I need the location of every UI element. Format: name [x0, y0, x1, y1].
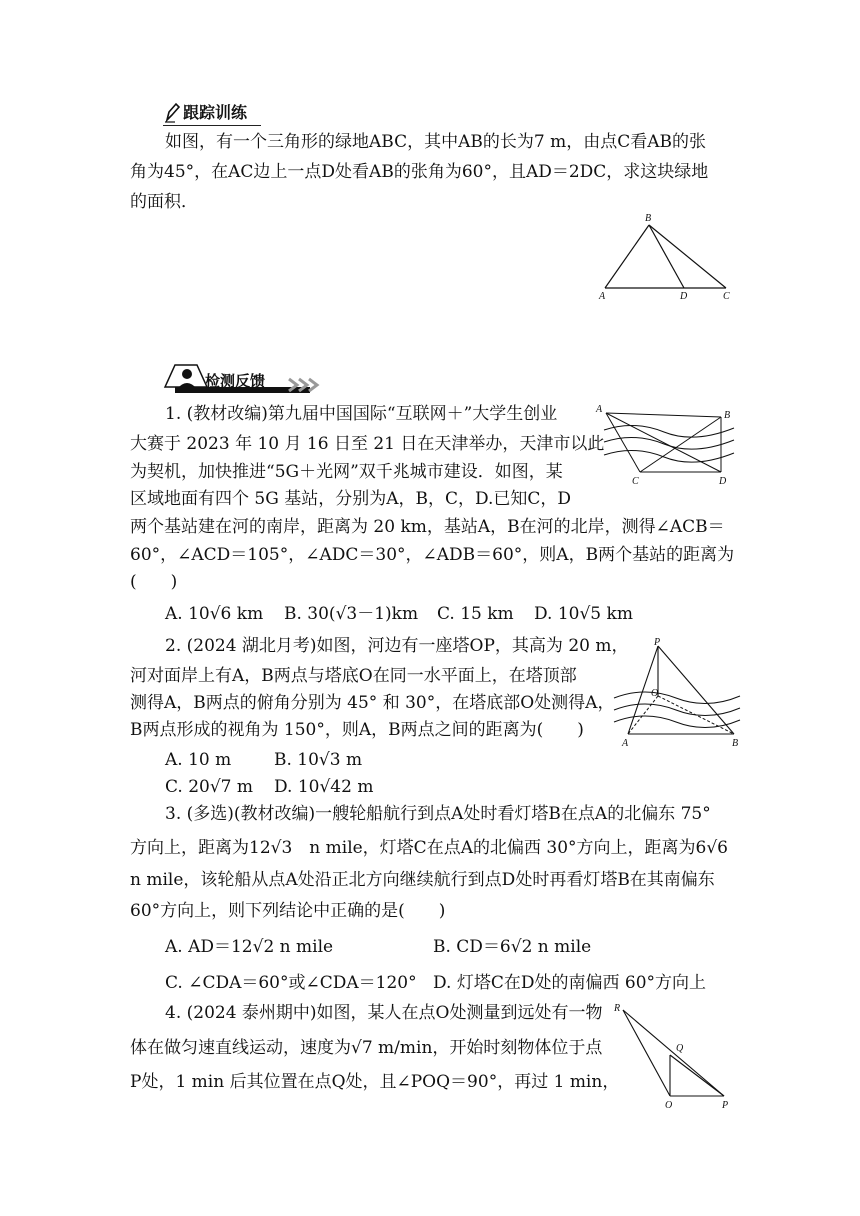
q1-line-6: 60°，∠ACD＝105°，∠ADC＝30°，∠ADB＝60°，则A，B两个基站的距离为	[130, 545, 735, 565]
label-p: P	[654, 637, 661, 648]
section-header-test-feedback	[161, 359, 321, 397]
q4-line-2: 体在做匀速直线运动，速度为√7 m/min，开始时刻物体位于点	[130, 1038, 603, 1058]
q1-line-4: 区域地面有四个 5G 基站，分别为A，B，C，D.已知C，D	[130, 489, 572, 509]
label-c: C	[632, 476, 639, 487]
q1-line-5: 两个基站建在河的南岸，距离为 20 km，基站A，B在河的北岸，测得∠ACB＝	[130, 517, 725, 537]
label-a: A	[599, 291, 606, 302]
q3-option-a: A. AD＝12√2 n mile	[165, 937, 334, 957]
label-d: D	[719, 476, 727, 487]
q2-line-4: B两点形成的视角为 150°，则A，B两点之间的距离为( )	[130, 720, 584, 740]
label-o: O	[651, 688, 659, 699]
q1-option-b: B. 30(√3－1)km	[284, 604, 419, 624]
q4-line-1: 4. (2024 泰州期中)如图，某人在点O处测量到远处有一物	[165, 1003, 603, 1023]
q1-line-1: 1. (教材改编)第九届中国国际“互联网＋”大学生创业	[165, 404, 558, 424]
q3-option-c: C. ∠CDA＝60°或∠CDA＝120°	[165, 973, 417, 993]
q4-line-3: P处，1 min 后其位置在点Q处，且∠POQ＝90°，再过 1 min，	[130, 1072, 620, 1092]
q2-option-b: B. 10√3 m	[274, 750, 363, 770]
q3-line-3: n mile，该轮船从点A处沿正北方向继续航行到点D处时再看灯塔B在其南偏东	[130, 870, 715, 890]
q3-line-4: 60°方向上，则下列结论中正确的是( )	[130, 901, 446, 921]
q3-option-d: D. 灯塔C在D处的南偏西 60°方向上	[433, 973, 707, 993]
q1-line-7: ( )	[130, 572, 178, 592]
problem-text-line-2: 角为45°，在AC边上一点D处看AB的张角为60°，且AD＝2DC，求这块绿地	[130, 162, 709, 182]
q2-line-3: 测得A，B两点的俯角分别为 45° 和 30°，在塔底部O处测得A，	[130, 693, 615, 713]
label-o: O	[665, 1100, 673, 1111]
q2-option-a: A. 10 m	[165, 750, 232, 770]
q3-option-b: B. CD＝6√2 n mile	[433, 937, 592, 957]
q1-line-2: 大赛于 2023 年 10 月 16 日至 21 日在天津举办，天津市以此	[130, 434, 605, 454]
label-b: B	[732, 738, 739, 749]
q1-option-c: C. 15 km	[437, 604, 514, 624]
problem-text-line-3: 的面积．	[130, 192, 198, 212]
label-q: Q	[676, 1043, 684, 1054]
motion-figure	[610, 1000, 740, 1112]
label-a: A	[622, 738, 629, 749]
q1-option-a: A. 10√6 km	[165, 604, 264, 624]
label-a: A	[596, 404, 603, 415]
q2-line-1: 2. (2024 湖北月考)如图，河边有一座塔OP，其高为 20 m，	[165, 636, 629, 656]
q3-line-1: 3. (多选)(教材改编)一艘轮船航行到点A处时看灯塔B在点A的北偏东 75°	[165, 804, 711, 824]
label-d: D	[680, 291, 688, 302]
section-title: 检测反馈	[205, 372, 266, 390]
problem-text-line-1: 如图，有一个三角形的绿地ABC，其中AB的长为7 m，由点C看AB的张	[165, 132, 706, 152]
label-r: R	[614, 1003, 621, 1014]
q1-option-d: D. 10√5 km	[534, 604, 633, 624]
q3-line-2: 方向上，距离为12√3 n mile，灯塔C在点A的北偏西 30°方向上，距离为6√6	[130, 838, 728, 858]
pencil-icon	[163, 102, 181, 124]
q2-option-d: D. 10√42 m	[274, 777, 374, 797]
river-stations-figure	[594, 400, 740, 490]
q1-line-3: 为契机，加快推进“5G＋光网”双千兆城市建设．如图，某	[130, 462, 563, 482]
label-b: B	[645, 213, 652, 224]
title-underline	[163, 125, 261, 126]
tower-figure	[610, 636, 746, 750]
triangle-abc-figure	[592, 210, 742, 305]
q2-option-c: C. 20√7 m	[165, 777, 254, 797]
q2-line-2: 河对面岸上有A，B两点与塔底O在同一水平面上，在塔顶部	[130, 666, 577, 686]
section-title: 跟踪训练	[183, 103, 248, 122]
label-b: B	[724, 410, 731, 421]
label-p: P	[722, 1100, 729, 1111]
label-c: C	[723, 291, 730, 302]
